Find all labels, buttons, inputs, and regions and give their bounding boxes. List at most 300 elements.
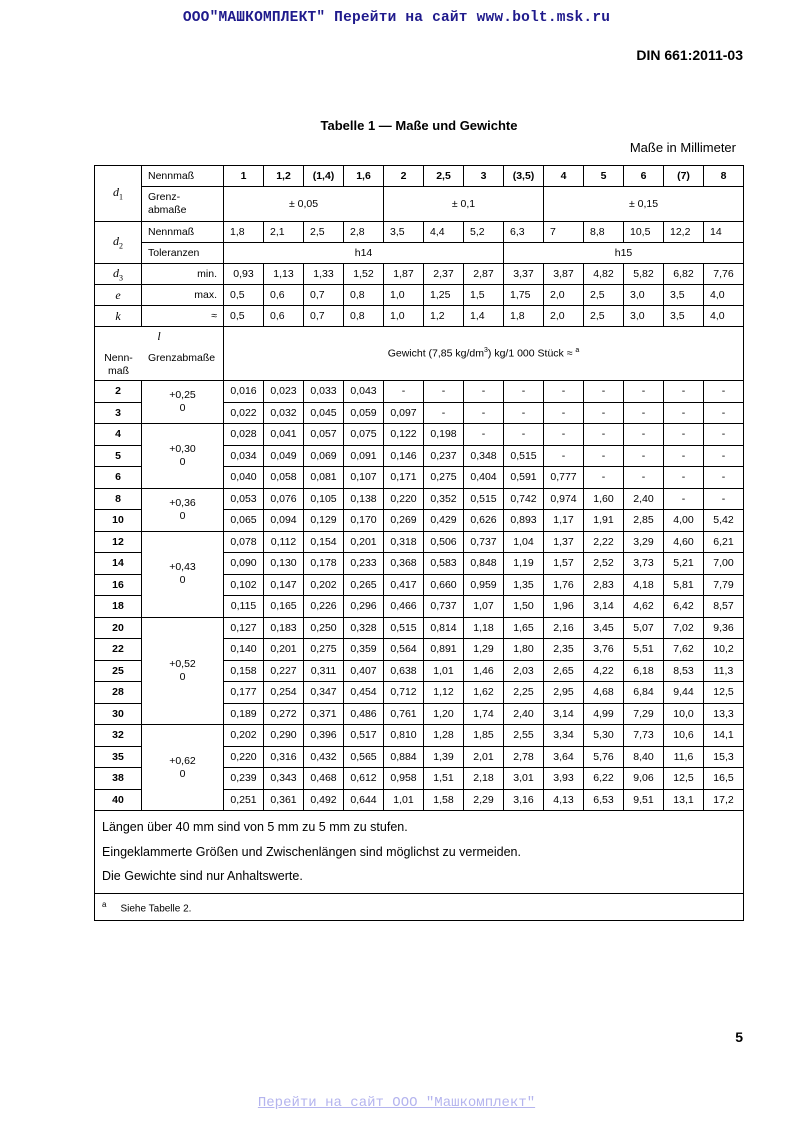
weight-value: 0,591 (504, 467, 544, 489)
tolerance-upper: +0,52 (169, 657, 196, 670)
size-header: 1,2 (264, 166, 304, 187)
weight-value: 0,146 (384, 445, 424, 467)
table-title: Tabelle 1 — Maße und Gewichte (320, 118, 518, 133)
weight-value: 0,348 (464, 445, 504, 467)
weight-value: 2,78 (504, 746, 544, 768)
length-nennmass: 16 (95, 574, 142, 596)
weight-value: 6,42 (664, 596, 704, 618)
weight-value: 4,00 (664, 510, 704, 532)
grenzabmasse-header: Grenzabmaße (148, 352, 216, 364)
weight-value: 7,29 (624, 703, 664, 725)
weight-value: 0,078 (224, 531, 264, 553)
weight-value: 6,53 (584, 789, 624, 811)
note-line: Eingeklammerte Größen und Zwischenlängen sind möglichst zu vermeiden. (102, 844, 521, 859)
d2-value: 1,8 (224, 222, 264, 243)
weight-value: 0,165 (264, 596, 304, 618)
d2-value: 6,3 (504, 222, 544, 243)
weight-value: 0,958 (384, 768, 424, 790)
weight-value: - (664, 424, 704, 446)
d3-value: 2,87 (464, 264, 504, 285)
footnote (95, 893, 744, 920)
weight-value: 0,065 (224, 510, 264, 532)
weight-value: - (424, 402, 464, 424)
k-value: 1,2 (424, 306, 464, 327)
length-nennmass: 3 (95, 402, 142, 424)
weight-value: - (584, 445, 624, 467)
weight-value: 0,059 (344, 402, 384, 424)
d3-value: 3,87 (544, 264, 584, 285)
weight-value: 0,226 (304, 596, 344, 618)
e-value: 0,6 (264, 285, 304, 306)
weight-value: - (504, 402, 544, 424)
weight-value: 1,28 (424, 725, 464, 747)
weight-value: 6,84 (624, 682, 664, 704)
d2-nennmass-row (95, 222, 744, 243)
weight-value: - (384, 381, 424, 403)
weight-value: 1,07 (464, 596, 504, 618)
weight-value: 0,040 (224, 467, 264, 489)
weight-value: 0,028 (224, 424, 264, 446)
d1-tolerance-row (95, 187, 744, 222)
weight-value: 0,130 (264, 553, 304, 575)
weight-value: 0,404 (464, 467, 504, 489)
length-nennmass: 8 (95, 488, 142, 510)
weight-header-row (95, 327, 744, 381)
weight-value: 0,347 (304, 682, 344, 704)
size-header: 1,6 (344, 166, 384, 187)
toleranzen-label: Toleranzen (142, 243, 224, 264)
weight-value: 1,60 (584, 488, 624, 510)
weight-value: 17,2 (704, 789, 744, 811)
size-header: 3 (464, 166, 504, 187)
size-header: 4 (544, 166, 584, 187)
weight-row (95, 617, 744, 639)
weight-value: 7,73 (624, 725, 664, 747)
weight-value: 3,73 (624, 553, 664, 575)
k-value: 0,8 (344, 306, 384, 327)
weight-value: 1,12 (424, 682, 464, 704)
weight-value: 0,468 (304, 768, 344, 790)
weight-value: 1,76 (544, 574, 584, 596)
e-value: 2,0 (544, 285, 584, 306)
d3-value: 0,93 (224, 264, 264, 285)
weight-value: 0,612 (344, 768, 384, 790)
weight-value: 0,154 (304, 531, 344, 553)
weight-value: 5,42 (704, 510, 744, 532)
weight-value: 0,486 (344, 703, 384, 725)
length-nennmass: 38 (95, 768, 142, 790)
weight-value: 7,00 (704, 553, 744, 575)
weight-value: 0,075 (344, 424, 384, 446)
weight-value: 9,44 (664, 682, 704, 704)
d2-value: 2,1 (264, 222, 304, 243)
length-nennmass: 20 (95, 617, 142, 639)
weight-value: 2,65 (544, 660, 584, 682)
length-header (95, 327, 224, 381)
weight-value: 0,275 (424, 467, 464, 489)
d3-value: 1,13 (264, 264, 304, 285)
weight-value: 10,0 (664, 703, 704, 725)
weight-value: 0,016 (224, 381, 264, 403)
weight-value: 1,19 (504, 553, 544, 575)
weight-value: - (704, 488, 744, 510)
weight-value: 5,76 (584, 746, 624, 768)
weight-value: 0,227 (264, 660, 304, 682)
max-label: max. (142, 285, 224, 306)
e-value: 0,7 (304, 285, 344, 306)
grenzabmasse-label: Grenz- abmaße (142, 187, 224, 222)
weight-value: 0,250 (304, 617, 344, 639)
weight-value: 0,043 (344, 381, 384, 403)
d2-value: 5,2 (464, 222, 504, 243)
weight-value: - (584, 402, 624, 424)
weight-value: 0,265 (344, 574, 384, 596)
weight-value: - (464, 402, 504, 424)
weight-value: 0,053 (224, 488, 264, 510)
e-value: 0,8 (344, 285, 384, 306)
d3-value: 2,37 (424, 264, 464, 285)
notes (95, 811, 744, 894)
weight-value: 4,62 (624, 596, 664, 618)
weight-row (95, 725, 744, 747)
e-value: 1,75 (504, 285, 544, 306)
note-line: Längen über 40 mm sind von 5 mm zu 5 mm zu stufen. (102, 820, 408, 834)
k-value: 0,6 (264, 306, 304, 327)
tolerance-lower: 0 (179, 402, 186, 414)
weight-value: 0,122 (384, 424, 424, 446)
weight-value: 0,316 (264, 746, 304, 768)
e-value: 0,5 (224, 285, 264, 306)
weight-value: 1,29 (464, 639, 504, 661)
weight-value: - (704, 445, 744, 467)
length-nennmass: 5 (95, 445, 142, 467)
weight-value: 0,959 (464, 574, 504, 596)
length-tolerance (142, 424, 224, 489)
size-header: 1 (224, 166, 264, 187)
weight-value: 0,515 (384, 617, 424, 639)
weight-value: 0,359 (344, 639, 384, 661)
site-banner-link[interactable]: ООО"МАШКОМПЛЕКТ" Перейти на сайт www.bolt.msk.ru (182, 10, 611, 26)
d2-tolerance: h14 (224, 243, 504, 264)
weight-value: 11,3 (704, 660, 744, 682)
weight-value: 4,99 (584, 703, 624, 725)
weight-value: 1,57 (544, 553, 584, 575)
k-value: 1,0 (384, 306, 424, 327)
length-nennmass: 4 (95, 424, 142, 446)
weight-value: 0,090 (224, 553, 264, 575)
weight-value: 1,91 (584, 510, 624, 532)
dimensions-weights-table (94, 165, 744, 921)
k-value: 2,0 (544, 306, 584, 327)
header-row-d1-nennmass (95, 166, 744, 187)
d3-value: 3,37 (504, 264, 544, 285)
weight-value: 5,21 (664, 553, 704, 575)
weight-value: - (704, 467, 744, 489)
weight-value: 3,14 (544, 703, 584, 725)
weight-value: - (584, 424, 624, 446)
weight-value: 0,318 (384, 531, 424, 553)
tolerance-upper: +0,25 (169, 389, 196, 401)
weight-value: 8,40 (624, 746, 664, 768)
weight-value: 0,220 (224, 746, 264, 768)
weight-value: 9,51 (624, 789, 664, 811)
weight-value: 0,202 (304, 574, 344, 596)
tolerance-upper: +0,30 (169, 442, 196, 455)
e-value: 2,5 (584, 285, 624, 306)
weight-value: 1,58 (424, 789, 464, 811)
weight-value: 1,85 (464, 725, 504, 747)
weight-value: 0,147 (264, 574, 304, 596)
weight-value: 2,40 (504, 703, 544, 725)
weight-value: 0,492 (304, 789, 344, 811)
e-value: 3,0 (624, 285, 664, 306)
weight-value: 5,81 (664, 574, 704, 596)
weight-value: 3,29 (624, 531, 664, 553)
weight-value: 0,129 (304, 510, 344, 532)
length-nennmass: 30 (95, 703, 142, 725)
weight-value: 1,04 (504, 531, 544, 553)
e-value: 1,0 (384, 285, 424, 306)
d3-row (95, 264, 744, 285)
weight-value: - (704, 402, 744, 424)
notes-row (95, 811, 744, 894)
nennmass-label: Nennmaß (142, 222, 224, 243)
d2-value: 4,4 (424, 222, 464, 243)
d3-value: 1,52 (344, 264, 384, 285)
weight-value: 1,39 (424, 746, 464, 768)
length-tolerance (142, 381, 224, 424)
note-line: Die Gewichte sind nur Anhaltswerte. (102, 869, 303, 883)
footnote-mark: a (102, 899, 107, 909)
length-nennmass: 32 (95, 725, 142, 747)
e-value: 1,25 (424, 285, 464, 306)
d2-value: 14 (704, 222, 744, 243)
weight-value: 3,64 (544, 746, 584, 768)
size-header: 5 (584, 166, 624, 187)
weight-value: 0,506 (424, 531, 464, 553)
weight-value: 0,198 (424, 424, 464, 446)
weight-value: 7,79 (704, 574, 744, 596)
weight-value: 2,22 (584, 531, 624, 553)
d2-value: 8,8 (584, 222, 624, 243)
weight-value: 0,626 (464, 510, 504, 532)
weight-value: 0,814 (424, 617, 464, 639)
weight-value: 0,158 (224, 660, 264, 682)
k-value: 1,4 (464, 306, 504, 327)
weight-value: 0,237 (424, 445, 464, 467)
weight-value: - (464, 424, 504, 446)
weight-value: 11,6 (664, 746, 704, 768)
weight-value: 0,311 (304, 660, 344, 682)
weight-value: 0,361 (264, 789, 304, 811)
weight-value: - (704, 424, 744, 446)
weight-value: 1,74 (464, 703, 504, 725)
d2-value: 7 (544, 222, 584, 243)
weight-value: 0,201 (344, 531, 384, 553)
weight-value: 0,239 (224, 768, 264, 790)
weight-value: 0,891 (424, 639, 464, 661)
e-value: 4,0 (704, 285, 744, 306)
weight-value: 4,68 (584, 682, 624, 704)
weight-value: 1,65 (504, 617, 544, 639)
d1-tolerance: ± 0,15 (544, 187, 744, 222)
length-nennmass: 12 (95, 531, 142, 553)
d3-value: 1,87 (384, 264, 424, 285)
weight-value: 6,22 (584, 768, 624, 790)
weight-value: 4,22 (584, 660, 624, 682)
d3-value: 7,76 (704, 264, 744, 285)
weight-value: 0,272 (264, 703, 304, 725)
weight-value: 0,097 (384, 402, 424, 424)
length-nennmass: 14 (95, 553, 142, 575)
weight-value: 2,35 (544, 639, 584, 661)
weight-value: 0,368 (384, 553, 424, 575)
e-value: 1,5 (464, 285, 504, 306)
weight-value: 0,737 (464, 531, 504, 553)
tolerance-upper: +0,62 (169, 754, 196, 767)
size-header: 2,5 (424, 166, 464, 187)
k-value: 4,0 (704, 306, 744, 327)
min-label: min. (142, 264, 224, 285)
weight-value: 3,93 (544, 768, 584, 790)
weight-value: 2,40 (624, 488, 664, 510)
k-value: 3,5 (664, 306, 704, 327)
length-tolerance (142, 488, 224, 531)
weight-value: 0,045 (304, 402, 344, 424)
weight-value: 0,275 (304, 639, 344, 661)
weight-value: 0,178 (304, 553, 344, 575)
weight-value: 0,737 (424, 596, 464, 618)
weight-value: 15,3 (704, 746, 744, 768)
weight-value: 4,18 (624, 574, 664, 596)
weight-value: 0,171 (384, 467, 424, 489)
weight-value: 0,057 (304, 424, 344, 446)
weight-value: - (424, 381, 464, 403)
k-value: 2,5 (584, 306, 624, 327)
tolerance-lower: 0 (179, 670, 186, 683)
weight-value: - (504, 424, 544, 446)
weight-value: 2,55 (504, 725, 544, 747)
weight-value: 4,13 (544, 789, 584, 811)
weight-value: 0,034 (224, 445, 264, 467)
k-value: 3,0 (624, 306, 664, 327)
bottom-site-link[interactable]: Перейти на сайт ООО "Машкомплект" (257, 1095, 536, 1111)
d2-symbol: $d_2$ (95, 222, 142, 264)
weight-value: 0,407 (344, 660, 384, 682)
tolerance-upper: +0,36 (169, 496, 196, 509)
weight-value: 3,45 (584, 617, 624, 639)
d2-tolerance-row (95, 243, 744, 264)
size-header: (7) (664, 166, 704, 187)
weight-value: - (664, 445, 704, 467)
length-nennmass: 28 (95, 682, 142, 704)
weight-value: 0,761 (384, 703, 424, 725)
k-row (95, 306, 744, 327)
weight-value: 1,80 (504, 639, 544, 661)
tolerance-lower: 0 (179, 509, 186, 522)
footnote-text: Siehe Tabelle 2. (120, 902, 192, 914)
weight-value: 1,18 (464, 617, 504, 639)
units-note: Maße in Millimeter (629, 140, 736, 155)
weight-value: 0,974 (544, 488, 584, 510)
weight-value: 6,21 (704, 531, 744, 553)
weight-value: 5,07 (624, 617, 664, 639)
d3-value: 4,82 (584, 264, 624, 285)
weight-value: 0,517 (344, 725, 384, 747)
weight-value: - (584, 381, 624, 403)
weight-value: 5,51 (624, 639, 664, 661)
length-nennmass: 25 (95, 660, 142, 682)
l-symbol: l (157, 329, 161, 343)
d2-value: 2,5 (304, 222, 344, 243)
weight-value: 0,515 (464, 488, 504, 510)
weight-value: 1,62 (464, 682, 504, 704)
approx-label: ≈ (142, 306, 224, 327)
weight-value: - (664, 402, 704, 424)
weight-value: 7,62 (664, 639, 704, 661)
weight-value: 2,83 (584, 574, 624, 596)
weight-value: 16,5 (704, 768, 744, 790)
weight-value: - (624, 424, 664, 446)
nenn-mass-label: Nenn- maß (104, 352, 133, 377)
d1-symbol: $d_1$ (95, 166, 142, 222)
weight-value: 0,023 (264, 381, 304, 403)
length-nennmass: 18 (95, 596, 142, 618)
weight-value: 0,644 (344, 789, 384, 811)
weight-value: 0,233 (344, 553, 384, 575)
weight-value: - (664, 488, 704, 510)
weight-value: - (624, 402, 664, 424)
weight-value: 0,105 (304, 488, 344, 510)
weight-value: 0,454 (344, 682, 384, 704)
weight-value: 12,5 (664, 768, 704, 790)
weight-value: 0,777 (544, 467, 584, 489)
size-header: 2 (384, 166, 424, 187)
weight-value: 1,01 (384, 789, 424, 811)
weight-value: 10,6 (664, 725, 704, 747)
length-nennmass: 10 (95, 510, 142, 532)
weight-value: 10,2 (704, 639, 744, 661)
d3-value: 6,82 (664, 264, 704, 285)
weight-value: 0,810 (384, 725, 424, 747)
length-nennmass: 40 (95, 789, 142, 811)
size-header: 6 (624, 166, 664, 187)
weight-value: 2,01 (464, 746, 504, 768)
weight-value: 0,202 (224, 725, 264, 747)
weight-value: 0,432 (304, 746, 344, 768)
tolerance-lower: 0 (179, 455, 186, 468)
weight-value: 1,37 (544, 531, 584, 553)
weight-value: 0,049 (264, 445, 304, 467)
d3-value: 5,82 (624, 264, 664, 285)
weight-value: 6,18 (624, 660, 664, 682)
weight-value: 1,50 (504, 596, 544, 618)
weight-value: 0,076 (264, 488, 304, 510)
weight-value: 0,893 (504, 510, 544, 532)
tolerance-upper: +0,43 (169, 561, 196, 573)
weight-value: 0,848 (464, 553, 504, 575)
tolerance-lower: 0 (179, 767, 186, 780)
weight-value: 0,269 (384, 510, 424, 532)
weight-value: 0,112 (264, 531, 304, 553)
d3-value: 1,33 (304, 264, 344, 285)
weight-value: 1,17 (544, 510, 584, 532)
k-symbol: k (95, 306, 142, 327)
length-nennmass: 35 (95, 746, 142, 768)
weight-value: 4,60 (664, 531, 704, 553)
weight-value: 0,742 (504, 488, 544, 510)
nennmass-label: Nennmaß (142, 166, 224, 187)
